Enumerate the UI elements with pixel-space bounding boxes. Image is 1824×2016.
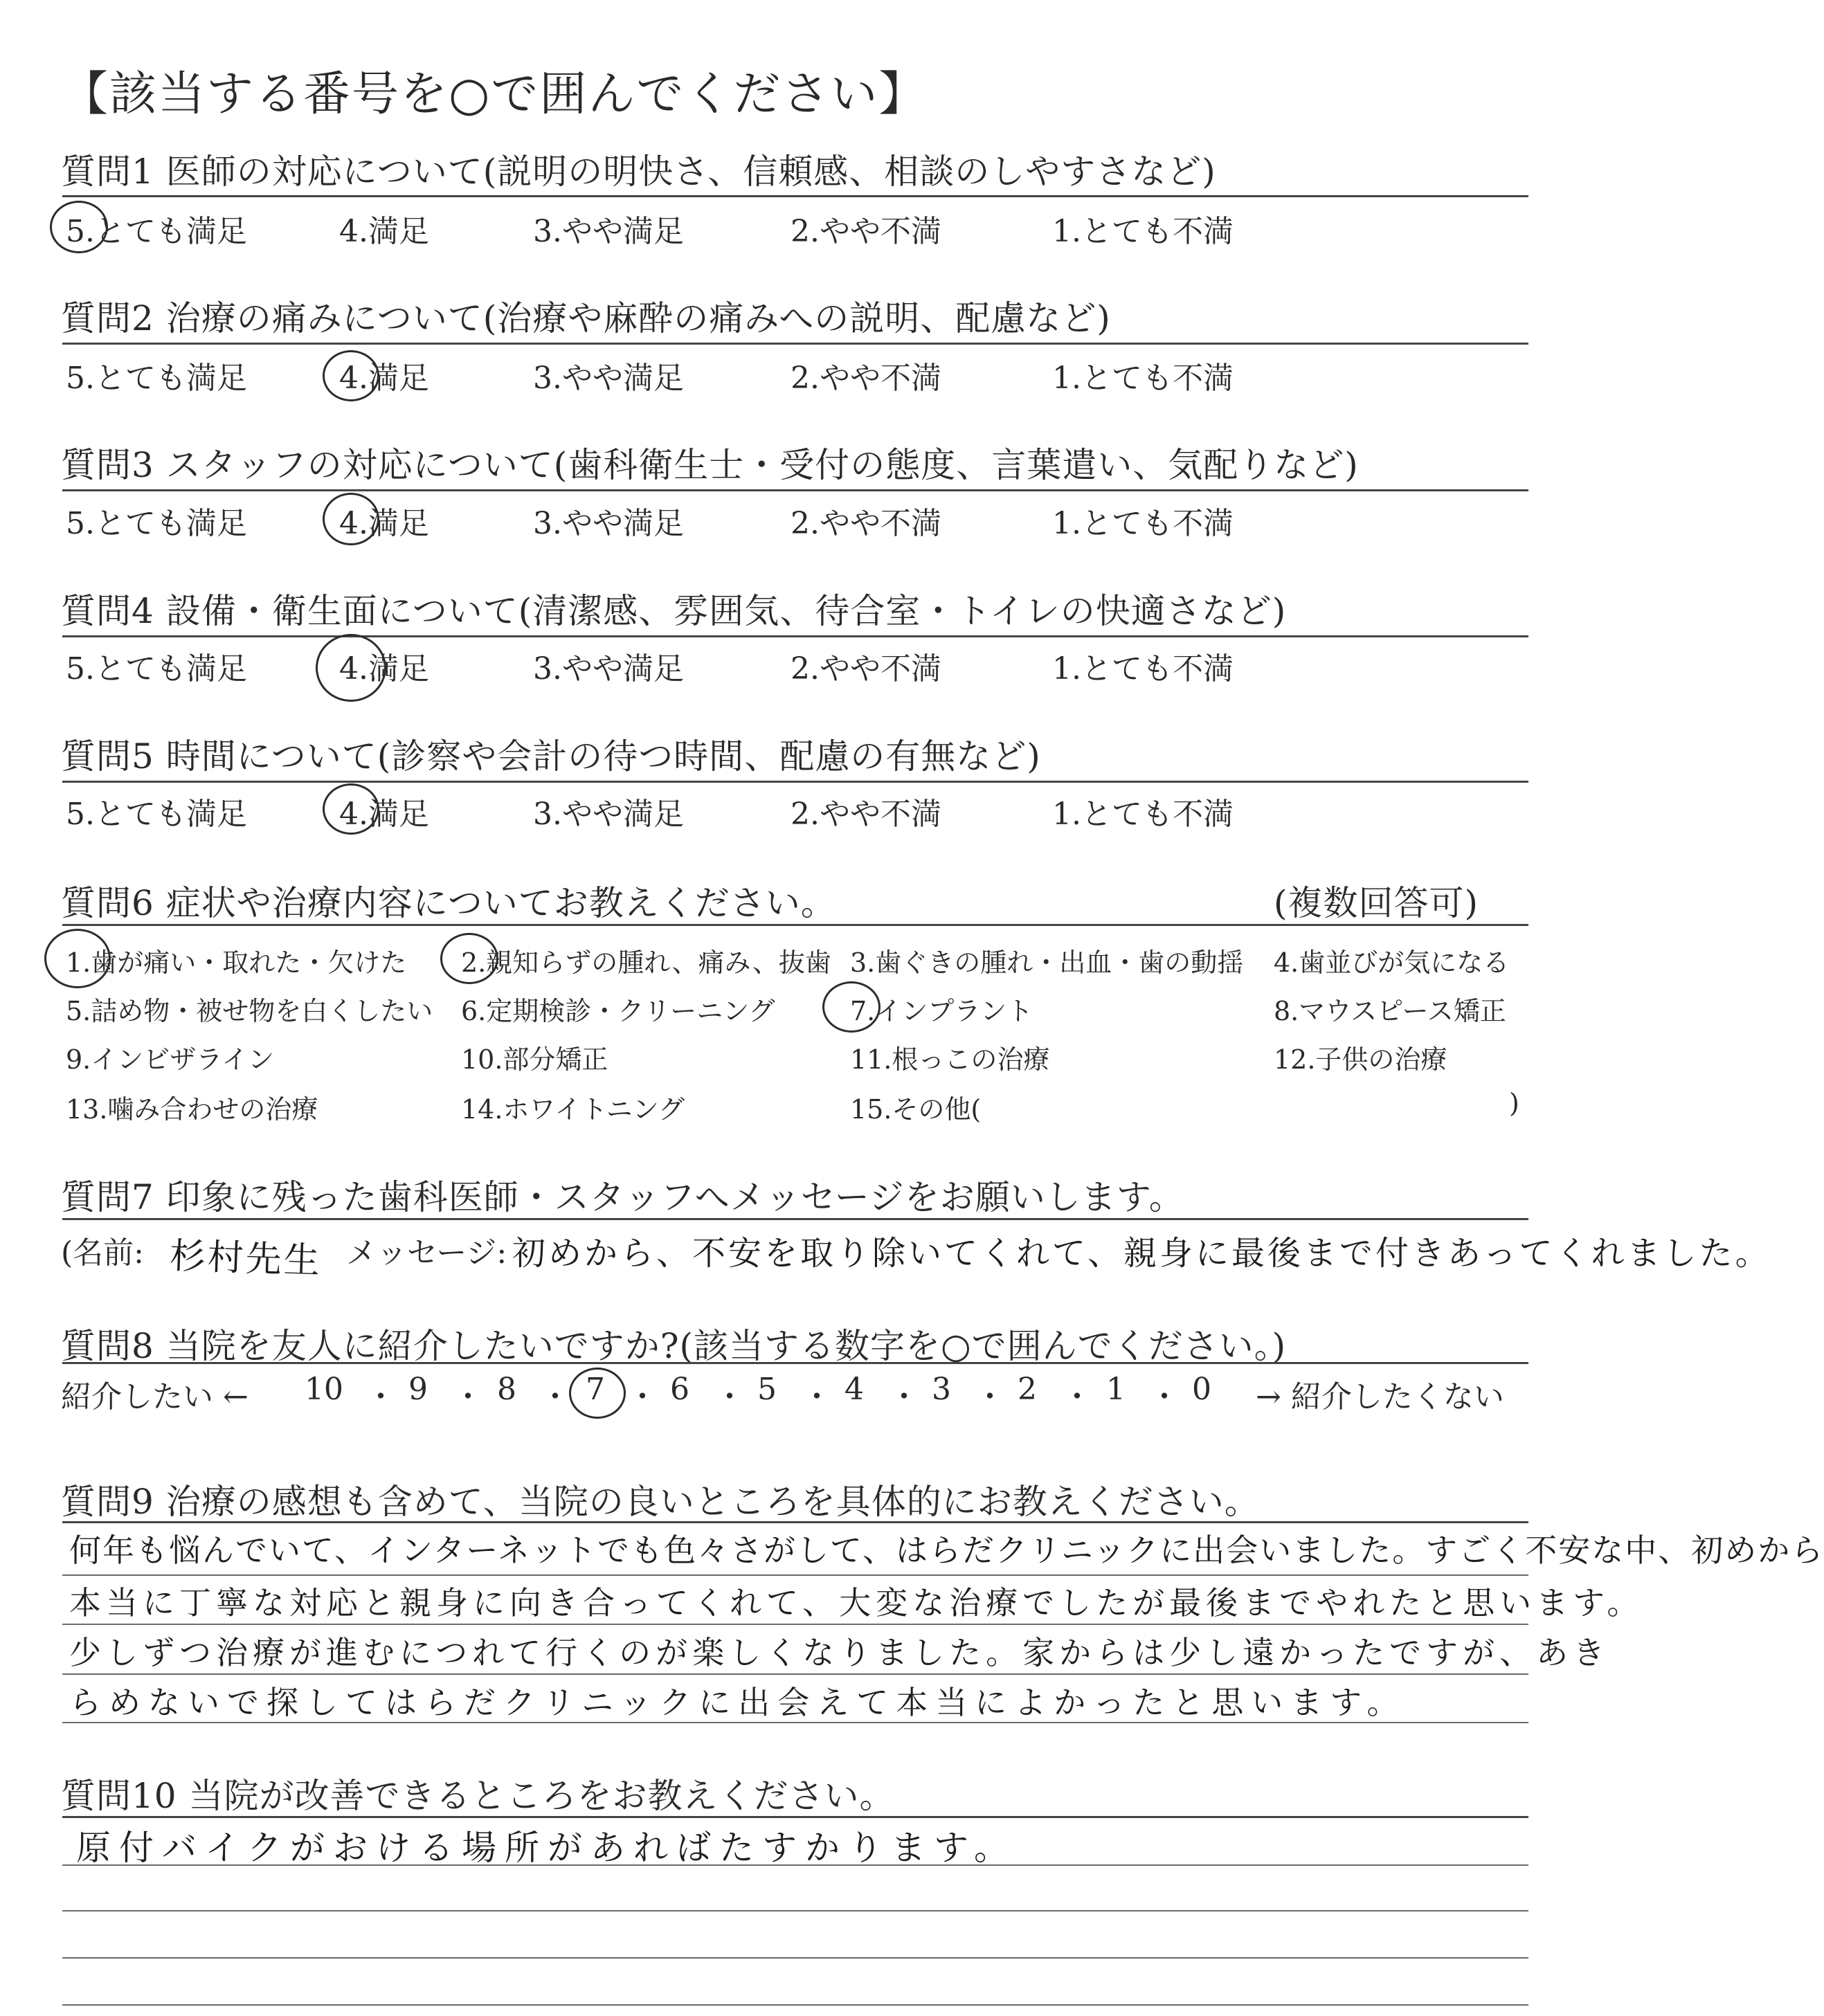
q5-option-3[interactable]: 3.やや満足 xyxy=(533,797,684,832)
q6-option-15[interactable]: 15.その他( xyxy=(850,1094,982,1125)
question-3-rule xyxy=(62,489,1528,491)
q10-answer-line-3 xyxy=(62,1957,1528,1959)
q9-answer-text-3[interactable]: 少しずつ治療が進むにつれて行くのが楽しくなりました。家からは少し遠かったですが、あき xyxy=(69,1634,1610,1671)
q4-option-1[interactable]: 1.とても不満 xyxy=(1052,651,1234,687)
q6-option-15-close: ) xyxy=(1509,1088,1519,1118)
q2-option-2[interactable]: 2.やや不満 xyxy=(791,361,941,396)
question-4: 質問4 設備・衛生面について(清潔感、雰囲気、待合室・トイレの快適さなど) xyxy=(61,591,1287,631)
q6-option-2[interactable]: 2.親知らずの腫れ、痛み、抜歯 xyxy=(461,947,831,978)
q9-answer-text-2[interactable]: 本当に丁寧な対応と親身に向き合ってくれて、大変な治療でしたが最後までやれたと思います。 xyxy=(69,1584,1644,1622)
q5-option-5[interactable]: 5.とても満足 xyxy=(66,797,247,832)
q6-option-6[interactable]: 6.定期検診・クリーニング xyxy=(461,996,775,1026)
q8-scale-3[interactable]: 3 xyxy=(932,1372,951,1407)
q3-option-3[interactable]: 3.やや満足 xyxy=(533,506,684,541)
question-7: 質問7 印象に残った歯科医師・スタッフへメッセージをお願いします。 xyxy=(61,1177,1184,1217)
q10-answer-text-1[interactable]: 原付バイクがおける場所があればたすかります。 xyxy=(76,1828,1017,1868)
q6-option-9[interactable]: 9.インビザライン xyxy=(66,1044,275,1075)
question-7-rule xyxy=(62,1218,1528,1220)
q8-scale-7[interactable]: 7 xyxy=(586,1372,605,1407)
q1-option-3[interactable]: 3.やや満足 xyxy=(533,214,684,249)
question-1-rule xyxy=(62,195,1528,197)
q6-option-13[interactable]: 13.噛み合わせの治療 xyxy=(66,1094,318,1125)
q6-option-11[interactable]: 11.根っこの治療 xyxy=(850,1044,1050,1075)
q6-option-4[interactable]: 4.歯並びが気になる xyxy=(1274,947,1510,978)
q6-option-3[interactable]: 3.歯ぐきの腫れ・出血・歯の動揺 xyxy=(850,947,1244,978)
q10-answer-line-2 xyxy=(62,1910,1528,1911)
question-5: 質問5 時間について(診察や会計の待つ時間、配慮の有無など) xyxy=(61,736,1041,777)
q4-option-4[interactable]: 4.満足 xyxy=(339,651,429,687)
q5-option-4[interactable]: 4.満足 xyxy=(339,797,429,832)
q6-option-7[interactable]: 7.インプラント xyxy=(850,996,1033,1026)
q8-right-label: → 紹介したくない xyxy=(1256,1379,1504,1415)
q6-option-14[interactable]: 14.ホワイトニング xyxy=(461,1094,685,1125)
q8-scale-6[interactable]: 6 xyxy=(670,1372,689,1407)
question-1: 質問1 医師の対応について(説明の明快さ、信頼感、相談のしやすさなど) xyxy=(61,152,1216,192)
q8-scale-0[interactable]: 0 xyxy=(1192,1372,1211,1407)
q9-answer-line-1 xyxy=(62,1574,1528,1576)
q8-dot: ・ xyxy=(889,1379,919,1415)
question-8-rule xyxy=(62,1362,1528,1364)
q8-dot: ・ xyxy=(975,1379,1005,1415)
q8-dot: ・ xyxy=(365,1379,396,1415)
question-2-rule xyxy=(62,343,1528,345)
question-5-rule xyxy=(62,781,1528,783)
question-6: 質問6 症状や治療内容についてお教えください。 xyxy=(61,883,836,923)
q6-option-5[interactable]: 5.詰め物・被せ物を白くしたい xyxy=(66,996,433,1026)
q8-scale-1[interactable]: 1 xyxy=(1106,1372,1126,1407)
question-9-rule xyxy=(62,1521,1528,1523)
q7-name-value[interactable]: 杉村先生 xyxy=(168,1235,323,1282)
question-10-rule xyxy=(62,1816,1528,1818)
question-8: 質問8 当院を友人に紹介したいですか?(該当する数字を○で囲んでください。) xyxy=(61,1326,1287,1366)
q4-option-5[interactable]: 5.とても満足 xyxy=(66,651,247,687)
q9-answer-text-1[interactable]: 何年も悩んでいて、インターネットでも色々さがして、はらだクリニックに出会いました。すごく不安な中、初めから xyxy=(69,1532,1824,1569)
q7-name-label: (名前: xyxy=(61,1235,144,1271)
q6-option-1[interactable]: 1.歯が痛い・取れた・欠けた xyxy=(66,947,407,978)
question-9: 質問9 治療の感想も含めて、当院の良いところを具体的にお教えください。 xyxy=(61,1482,1260,1522)
page-heading: 【該当する番号を○で囲んでください】 xyxy=(61,67,928,122)
q8-scale-5[interactable]: 5 xyxy=(757,1372,777,1407)
q8-dot: ・ xyxy=(1149,1379,1180,1415)
q9-answer-line-3 xyxy=(62,1673,1528,1675)
q2-option-5[interactable]: 5.とても満足 xyxy=(66,361,247,396)
q8-scale-4[interactable]: 4 xyxy=(845,1372,864,1407)
q2-option-3[interactable]: 3.やや満足 xyxy=(533,361,684,396)
question-2: 質問2 治療の痛みについて(治療や麻酔の痛みへの説明、配慮など) xyxy=(61,298,1111,338)
q2-option-4[interactable]: 4.満足 xyxy=(339,361,429,396)
q8-dot: ・ xyxy=(714,1379,745,1415)
q1-option-4[interactable]: 4.満足 xyxy=(339,214,429,249)
q3-option-4[interactable]: 4.満足 xyxy=(339,506,429,541)
q8-scale-10[interactable]: 10 xyxy=(305,1372,343,1407)
q1-option-1[interactable]: 1.とても不満 xyxy=(1052,214,1234,249)
q2-option-1[interactable]: 1.とても不満 xyxy=(1052,361,1234,396)
q8-dot: ・ xyxy=(627,1379,658,1415)
q8-scale-2[interactable]: 2 xyxy=(1018,1372,1037,1407)
q6-option-10[interactable]: 10.部分矯正 xyxy=(461,1044,608,1075)
question-6-rule xyxy=(62,924,1528,926)
q4-option-2[interactable]: 2.やや不満 xyxy=(791,651,941,687)
q10-answer-line-4 xyxy=(62,2004,1528,2006)
q8-left-label: 紹介したい ← xyxy=(61,1379,249,1415)
q1-option-2[interactable]: 2.やや不満 xyxy=(791,214,941,249)
q7-message-label: メッセージ: xyxy=(346,1235,507,1271)
q5-option-2[interactable]: 2.やや不満 xyxy=(791,797,941,832)
q9-answer-text-4[interactable]: らめないで探してはらだクリニックに出会えて本当によかったと思います。 xyxy=(69,1684,1407,1721)
q8-dot: ・ xyxy=(453,1379,483,1415)
q8-scale-8[interactable]: 8 xyxy=(497,1372,516,1407)
question-4-rule xyxy=(62,635,1528,637)
q5-option-1[interactable]: 1.とても不満 xyxy=(1052,797,1234,832)
question-3: 質問3 スタッフの対応について(歯科衛生士・受付の態度、言葉遣い、気配りなど) xyxy=(61,445,1359,485)
q3-option-1[interactable]: 1.とても不満 xyxy=(1052,506,1234,541)
q3-option-2[interactable]: 2.やや不満 xyxy=(791,506,941,541)
q9-answer-line-2 xyxy=(62,1624,1528,1625)
q1-option-5[interactable]: 5.とても満足 xyxy=(66,214,247,249)
question-10: 質問10 当院が改善できるところをお教えください。 xyxy=(61,1776,895,1816)
q4-option-3[interactable]: 3.やや満足 xyxy=(533,651,684,687)
q8-dot: ・ xyxy=(540,1379,570,1415)
q6-option-12[interactable]: 12.子供の治療 xyxy=(1274,1044,1447,1075)
q8-dot: ・ xyxy=(802,1379,832,1415)
q8-scale-9[interactable]: 9 xyxy=(408,1372,428,1407)
q8-dot: ・ xyxy=(1062,1379,1092,1415)
q7-message-value[interactable]: 初めから、不安を取り除いてくれて、親身に最後まで付きあってくれました。 xyxy=(512,1234,1771,1273)
q6-option-8[interactable]: 8.マウスピース矯正 xyxy=(1274,996,1506,1026)
question-6-note: (複数回答可) xyxy=(1274,883,1479,923)
q3-option-5[interactable]: 5.とても満足 xyxy=(66,506,247,541)
